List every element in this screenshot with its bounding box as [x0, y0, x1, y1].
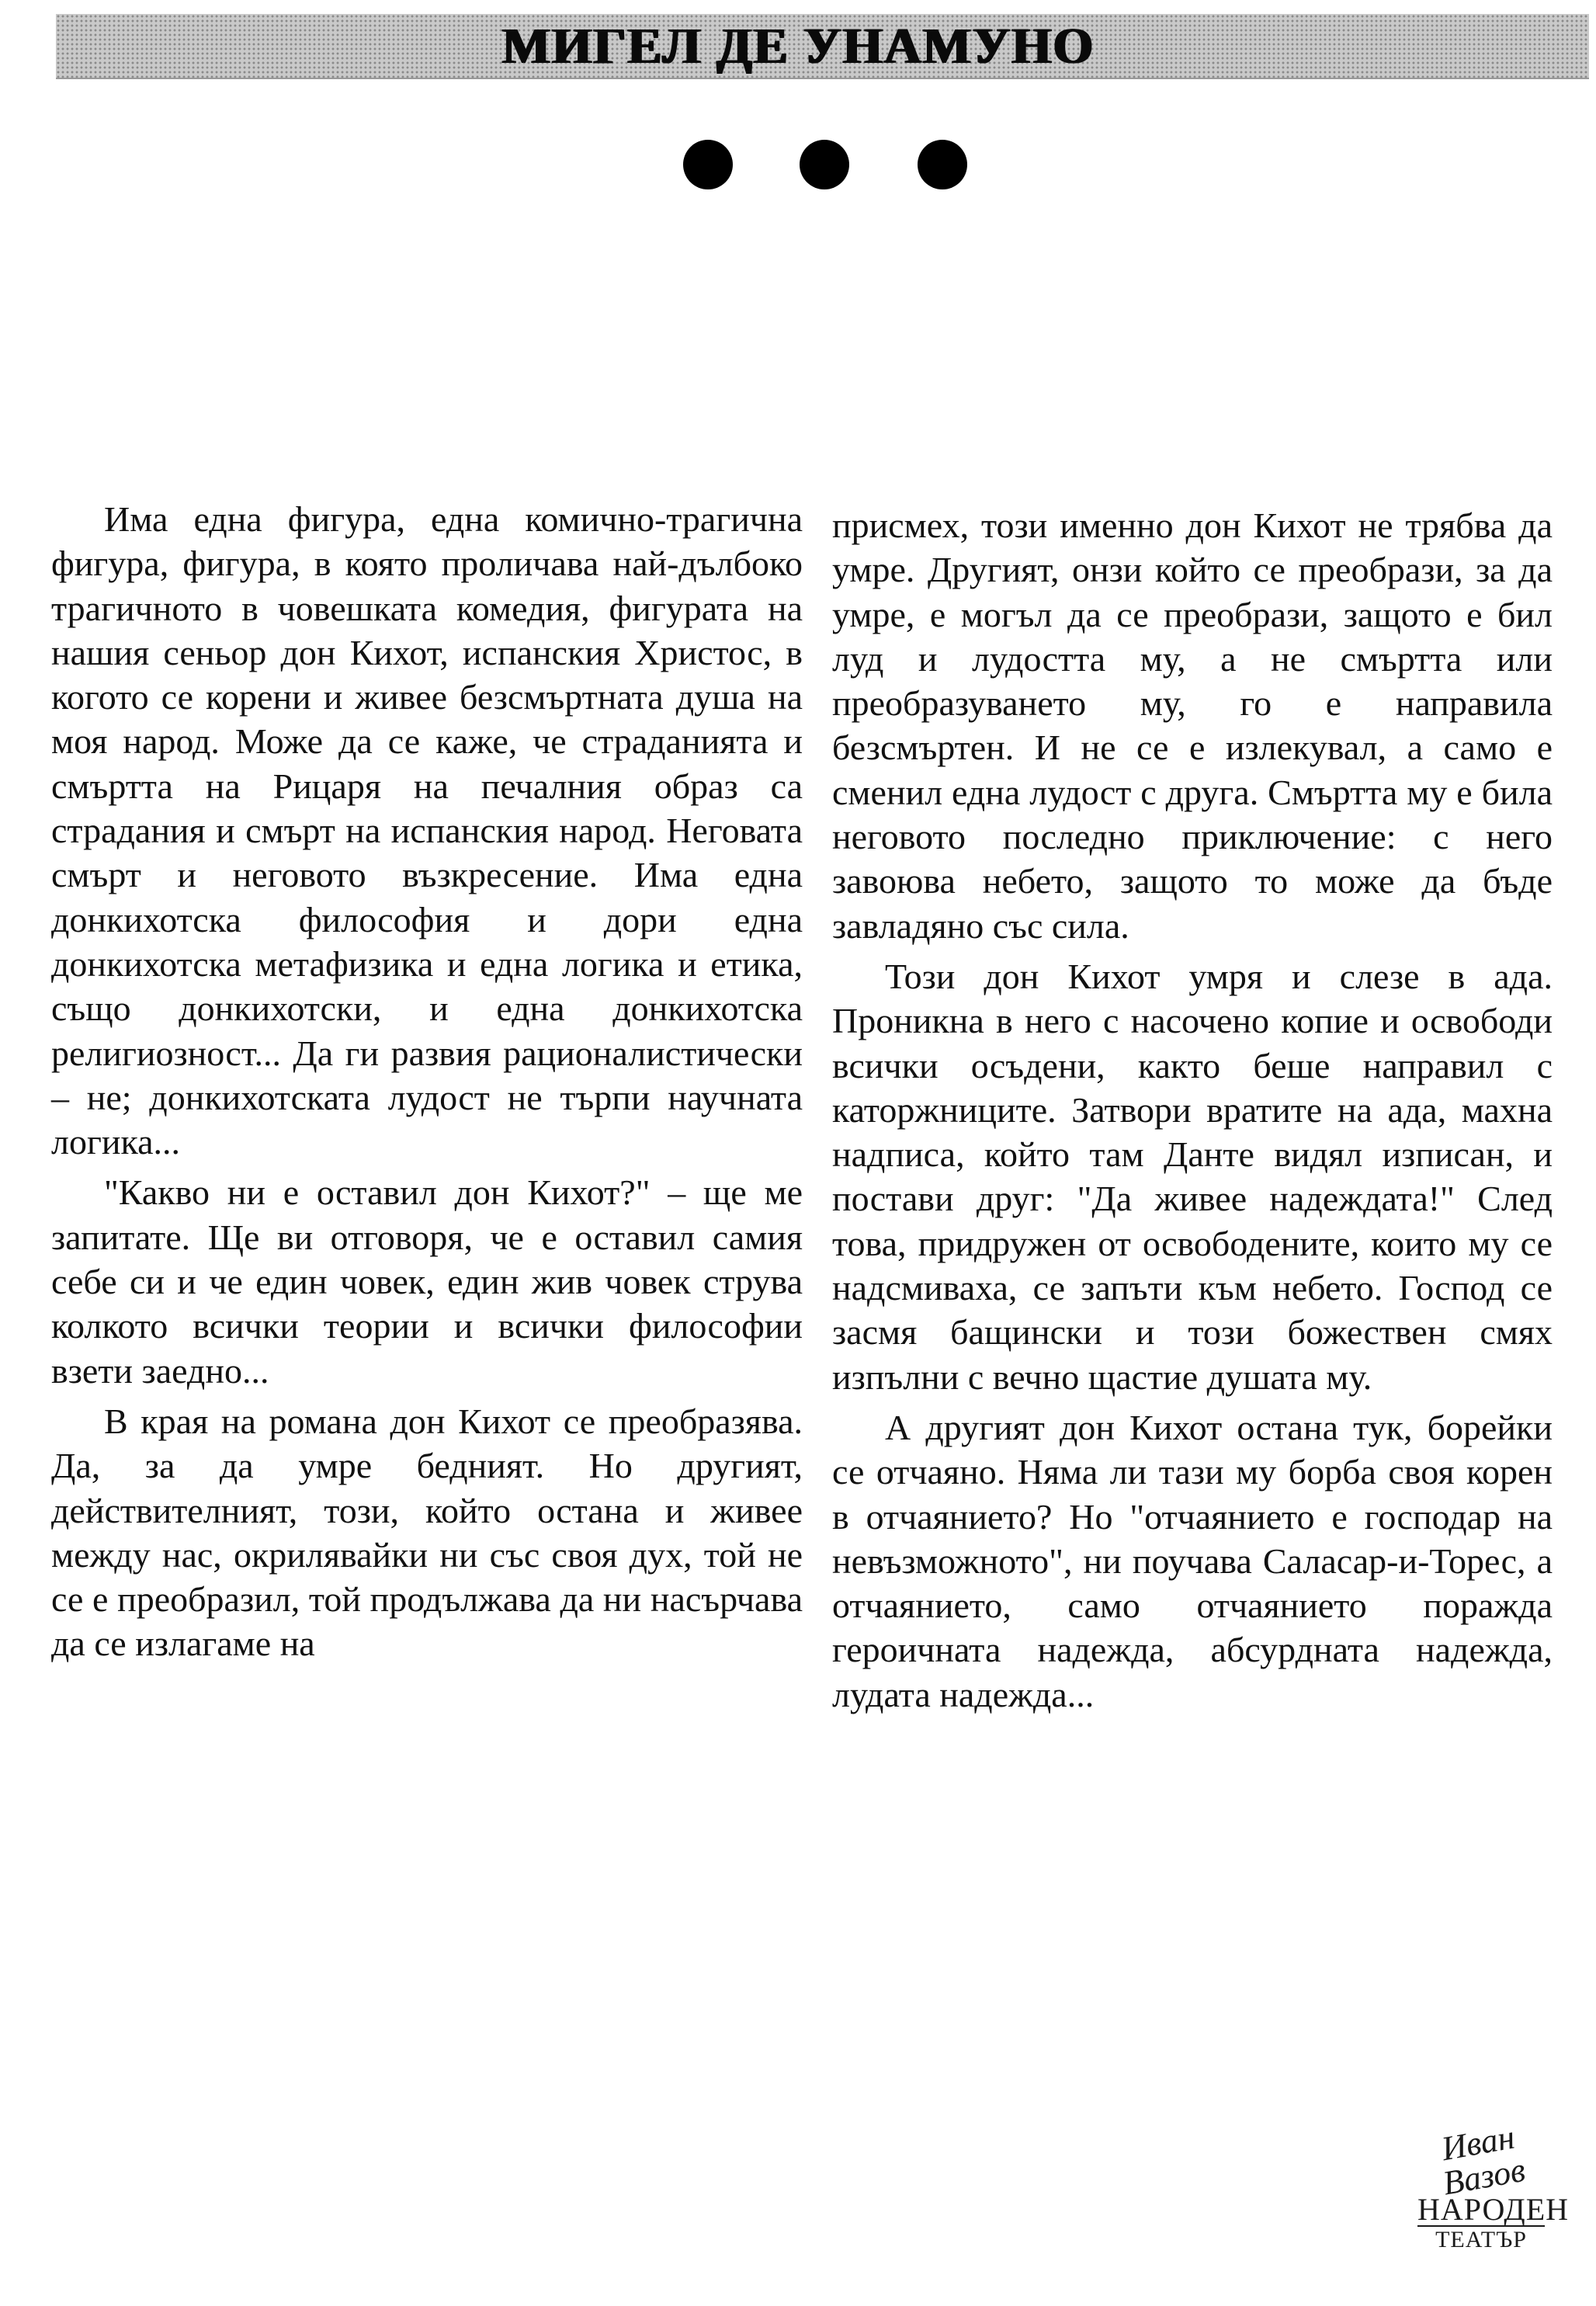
decorative-dots: [683, 140, 978, 194]
logo-signature: Иван Вазов: [1438, 2117, 1528, 2203]
theatre-logo: [1411, 2117, 1570, 2258]
dot-icon: [918, 140, 967, 189]
page-title: МИГЕЛ ДЕ УНАМУНО: [501, 18, 1095, 75]
paragraph: "Какво ни е оставил дон Кихот?" – ще ме запитате. Ще ви отговоря, че е оставил самия себе си и че един човек, един жив човек струва колкото всички теории и всички философии взети заедно...: [51, 1172, 803, 1391]
article-left-column: [51, 497, 803, 1672]
logo-line1: НАРОДЕН: [1417, 2192, 1570, 2227]
paragraph: А другият дон Кихот остана тук, борейки се отчаяно. Няма ли тази му борба своя корен в отчаянието? Но "отчаянието е господар на невъзможното", ни поучава Саласар-и-Торес, а отчаянието, само отчаянието поражда героичната надежда, абсурдната надежда, лудата надежда...: [832, 1407, 1553, 1714]
paragraph: Има една фигура, една комично-трагична фигура, фигура, в която проличава най-дълбоко трагичното в човешката комедия, фигурата на нашия сеньор дон Кихот, испанския Христос, в когото се корени и живее безсмъртната душа на моя народ. Може да се каже, че страданията и смъртта на Рицаря на печалния образ са страдания и смърт на испанския народ. Неговата смърт и неговото възкресение. Има една донкихотска философия и дори една донкихотска метафизика и една логика и етика, също донкихотски, и една донкихотска религиозност... Да ги развия рационалистически – не; донкихотската лудост не търпи научната логика...: [51, 499, 803, 1162]
paragraph: В края на романа дон Кихот се преобразява. Да, за да умре бедният. Но другият, действителният, този, който остана и живее между нас, окрилявайки ни със своя дух, той не се е преобразил, той продължава да ни насърчава да се излагаме на: [51, 1401, 803, 1664]
paragraph: присмех, този именно дон Кихот не трябва да умре. Другият, онзи който се преобрази, за да умре, е могъл да се преобрази, защото е бил луд и лудостта му, а не смъртта или преобразуването му, го е направила безсмъртен. И не се е излекувал, а само е сменил една лудост с друга. Смъртта му е била неговото последно приключение: с него завоюва небето, защото то може да бъде завладяно със сила.: [832, 505, 1553, 946]
dot-icon: [800, 140, 849, 189]
dot-icon: [683, 140, 733, 189]
article-right-column: [832, 503, 1553, 1723]
paragraph: Този дон Кихот умря и слезе в ада. Проникна в него с насочено копие и освободи всички осъдени, както беше направил с каторжниците. Затвори вратите на ада, махна надписа, който там Данте видял изписан, и постави друг: "Да живее надеждата!" След това, придружен от освободените, които му се надсмиваха, се запъти към небето. Господ се засмя бащински и този божествен смях изпълни с вечно щастие душата му.: [832, 956, 1553, 1397]
logo-line2: ТЕАТЪР: [1435, 2227, 1527, 2252]
